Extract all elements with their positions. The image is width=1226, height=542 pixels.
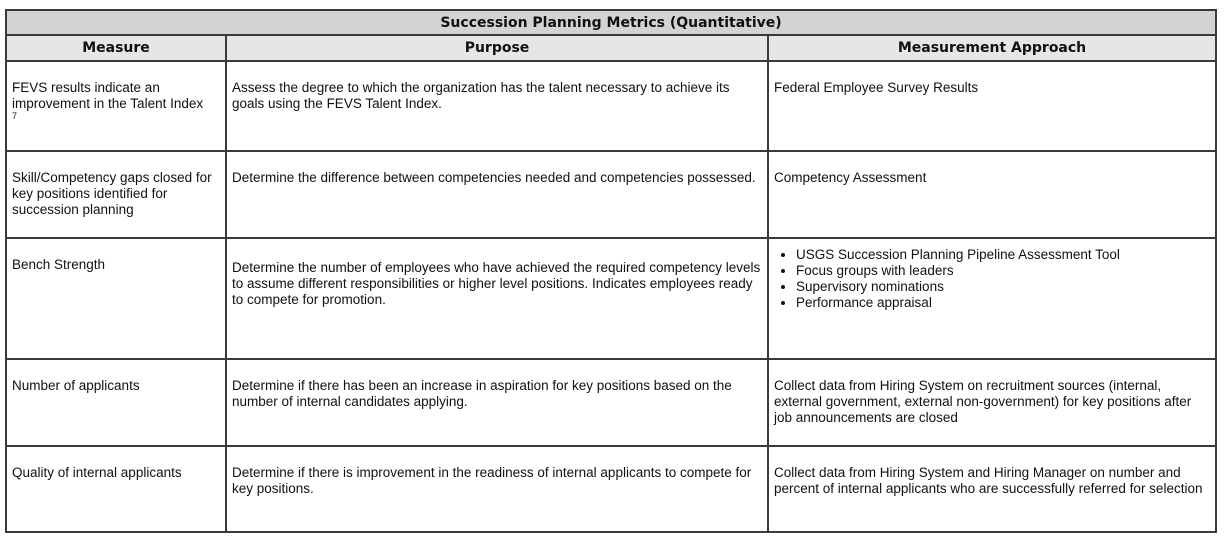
purpose-cell: Determine if there has been an increase in aspiration for key positions based on the number of internal candidates applying. [226,359,768,446]
table-title-row [6,10,1216,35]
succession-planning-metrics-table [5,9,1217,533]
approach-list [774,247,1210,311]
measure-cell: Quality of internal applicants [6,446,226,532]
measure-cell: Bench Strength [6,238,226,359]
table-title: Succession Planning Metrics (Quantitative) [6,10,1216,35]
purpose-cell [226,238,768,359]
footnote-reference[interactable]: 7 [12,111,18,121]
table-header-row [6,35,1216,61]
measure-text: FEVS results indicate an improvement in the Talent Index [12,80,204,111]
table-row [6,238,1216,359]
table-row [6,359,1216,446]
measure-cell: Skill/Competency gaps closed for key positions identified for succession planning [6,151,226,238]
approach-cell: Collect data from Hiring System and Hiring Manager on number and percent of internal applicants who are successfully referred for selection [768,446,1216,532]
table-row [6,61,1216,151]
purpose-text: Determine the number of employees who have achieved the required competency levels to assume different responsibilities or higher level positions. Indicates employees ready to compete for promotion. [232,260,761,307]
measure-cell: Number of applicants [6,359,226,446]
purpose-cell: Determine the difference between competencies needed and competencies possessed. [226,151,768,238]
approach-list-item: • Supervisory nominations [796,279,1210,295]
table-row [6,151,1216,238]
approach-list-item: • Focus groups with leaders [796,263,1210,279]
approach-cell: Collect data from Hiring System on recruitment sources (internal, external government, external non-government) for key positions after job announcements are closed [768,359,1216,446]
purpose-cell: Assess the degree to which the organization has the talent necessary to achieve its goals using the FEVS Talent Index. [226,61,768,151]
approach-cell [768,238,1216,359]
approach-list-item: • Performance appraisal [796,295,1210,311]
approach-cell: Federal Employee Survey Results [768,61,1216,151]
purpose-cell: Determine if there is improvement in the readiness of internal applicants to compete for key positions. [226,446,768,532]
column-header-purpose: Purpose [226,35,768,61]
column-header-approach: Measurement Approach [768,35,1216,61]
table-row [6,446,1216,532]
column-header-measure: Measure [6,35,226,61]
measure-cell [6,61,226,151]
approach-list-item: • USGS Succession Planning Pipeline Assessment Tool [796,247,1210,263]
approach-cell: Competency Assessment [768,151,1216,238]
